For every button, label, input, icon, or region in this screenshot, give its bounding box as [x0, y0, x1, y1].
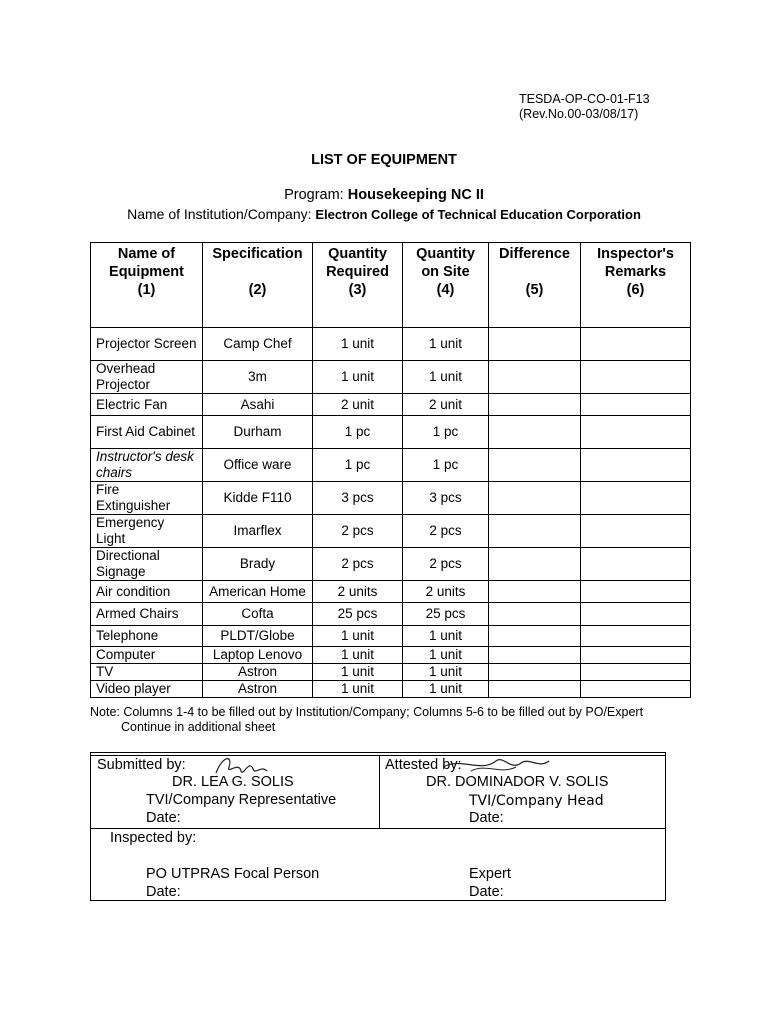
- quantity-required-cell: 1 unit: [313, 626, 403, 647]
- signature-mark-submitted: [211, 753, 271, 781]
- table-row: [91, 581, 691, 603]
- submitted-by-label: Submitted by:: [97, 757, 186, 773]
- specification-cell: Laptop Lenovo: [203, 647, 313, 664]
- program-value: Housekeeping NC II: [347, 187, 484, 203]
- specification-cell: American Home: [203, 581, 313, 603]
- specification-cell: Asahi: [203, 394, 313, 416]
- quantity-required-cell: 1 pc: [313, 449, 403, 482]
- equipment-name-cell: Armed Chairs: [91, 603, 203, 626]
- remarks-cell: [581, 647, 691, 664]
- remarks-cell: [581, 515, 691, 548]
- quantity-required-cell: 2 pcs: [313, 548, 403, 581]
- difference-cell: [489, 581, 581, 603]
- quantity-required-cell: 2 unit: [313, 394, 403, 416]
- quantity-on-site-cell: 3 pcs: [403, 482, 489, 515]
- form-code: TESDA-OP-CO-01-F13: [519, 92, 650, 106]
- remarks-cell: [581, 603, 691, 626]
- quantity-required-cell: 1 unit: [313, 647, 403, 664]
- equipment-name-cell: First Aid Cabinet: [91, 416, 203, 449]
- difference-cell: [489, 394, 581, 416]
- difference-cell: [489, 515, 581, 548]
- equipment-table: [90, 242, 691, 698]
- equipment-name-cell: Air condition: [91, 581, 203, 603]
- quantity-on-site-cell: 2 pcs: [403, 548, 489, 581]
- specification-cell: Kidde F110: [203, 482, 313, 515]
- header-name-of-equipment: Name of Equipment (1): [91, 243, 203, 328]
- quantity-required-cell: 1 unit: [313, 664, 403, 681]
- remarks-cell: [581, 581, 691, 603]
- table-row: [91, 416, 691, 449]
- quantity-required-cell: 2 units: [313, 581, 403, 603]
- specification-cell: Imarflex: [203, 515, 313, 548]
- quantity-on-site-cell: 1 pc: [403, 416, 489, 449]
- specification-cell: Durham: [203, 416, 313, 449]
- remarks-cell: [581, 482, 691, 515]
- table-row: [91, 603, 691, 626]
- table-row: [91, 328, 691, 361]
- equipment-name-cell: Fire Extinguisher: [91, 482, 203, 515]
- specification-cell: Office ware: [203, 449, 313, 482]
- equipment-name-cell: Electric Fan: [91, 394, 203, 416]
- remarks-cell: [581, 328, 691, 361]
- equipment-name-cell: Emergency Light: [91, 515, 203, 548]
- po-focal-person-label: PO UTPRAS Focal Person: [146, 866, 320, 882]
- note-line-2: Continue in additional sheet: [121, 720, 276, 734]
- equipment-name-cell: Computer: [91, 647, 203, 664]
- quantity-required-cell: 3 pcs: [313, 482, 403, 515]
- quantity-on-site-cell: 1 unit: [403, 681, 489, 698]
- table-row: [91, 515, 691, 548]
- remarks-cell: [581, 449, 691, 482]
- equipment-name-cell: TV: [91, 664, 203, 681]
- difference-cell: [489, 449, 581, 482]
- quantity-on-site-cell: 25 pcs: [403, 603, 489, 626]
- quantity-on-site-cell: 1 unit: [403, 647, 489, 664]
- po-date-label: Date:: [146, 884, 181, 900]
- attested-by-role: TVI/Company Head: [469, 793, 604, 809]
- difference-cell: [489, 328, 581, 361]
- institution-value: Electron College of Technical Education Corporation: [315, 207, 641, 222]
- table-header-row: [91, 243, 691, 328]
- difference-cell: [489, 647, 581, 664]
- header-difference: Difference (5): [489, 243, 581, 328]
- specification-cell: Brady: [203, 548, 313, 581]
- header-quantity-required: Quantity Required (3): [313, 243, 403, 328]
- quantity-on-site-cell: 1 unit: [403, 361, 489, 394]
- attested-by-label: Attested by:: [385, 757, 462, 773]
- quantity-on-site-cell: 1 unit: [403, 664, 489, 681]
- remarks-cell: [581, 361, 691, 394]
- note-line-1: Note: Columns 1-4 to be filled out by Institution/Company; Columns 5-6 to be filled out by PO/Expert: [90, 705, 644, 719]
- table-row: [91, 681, 691, 698]
- specification-cell: Astron: [203, 681, 313, 698]
- submitted-by-role: TVI/Company Representative: [146, 792, 337, 808]
- specification-cell: Cofta: [203, 603, 313, 626]
- attested-by-name: DR. DOMINADOR V. SOLIS: [426, 774, 609, 790]
- equipment-name-cell: Instructor's desk chairs: [91, 449, 203, 482]
- difference-cell: [489, 664, 581, 681]
- equipment-name-cell: Telephone: [91, 626, 203, 647]
- quantity-required-cell: 25 pcs: [313, 603, 403, 626]
- quantity-on-site-cell: 2 units: [403, 581, 489, 603]
- table-row: [91, 664, 691, 681]
- institution-line: [0, 206, 768, 222]
- quantity-on-site-cell: 2 pcs: [403, 515, 489, 548]
- difference-cell: [489, 681, 581, 698]
- remarks-cell: [581, 664, 691, 681]
- table-row: [91, 361, 691, 394]
- equipment-name-cell: Video player: [91, 681, 203, 698]
- difference-cell: [489, 603, 581, 626]
- quantity-on-site-cell: 1 pc: [403, 449, 489, 482]
- remarks-cell: [581, 394, 691, 416]
- equipment-name-cell: Overhead Projector: [91, 361, 203, 394]
- header-specification: Specification (2): [203, 243, 313, 328]
- quantity-on-site-cell: 2 unit: [403, 394, 489, 416]
- table-row: [91, 394, 691, 416]
- difference-cell: [489, 626, 581, 647]
- signature-mark-attested: [441, 753, 551, 777]
- remarks-cell: [581, 416, 691, 449]
- table-row: [91, 449, 691, 482]
- equipment-name-cell: Projector Screen: [91, 328, 203, 361]
- quantity-on-site-cell: 1 unit: [403, 328, 489, 361]
- table-row: [91, 548, 691, 581]
- expert-label: Expert: [469, 866, 511, 882]
- specification-cell: PLDT/Globe: [203, 626, 313, 647]
- institution-label: Name of Institution/Company:: [127, 206, 316, 222]
- specification-cell: Camp Chef: [203, 328, 313, 361]
- inspected-by-label: Inspected by:: [110, 830, 197, 846]
- revision-number: (Rev.No.00-03/08/17): [519, 107, 639, 121]
- difference-cell: [489, 361, 581, 394]
- table-row: [91, 626, 691, 647]
- quantity-required-cell: 1 unit: [313, 328, 403, 361]
- quantity-required-cell: 1 pc: [313, 416, 403, 449]
- submitted-by-name: DR. LEA G. SOLIS: [172, 774, 294, 790]
- attested-by-date: Date:: [469, 810, 504, 826]
- difference-cell: [489, 482, 581, 515]
- program-line: [0, 187, 768, 203]
- specification-cell: Astron: [203, 664, 313, 681]
- header-quantity-on-site: Quantity on Site (4): [403, 243, 489, 328]
- difference-cell: [489, 548, 581, 581]
- equipment-name-cell: Directional Signage: [91, 548, 203, 581]
- program-label: Program:: [284, 187, 348, 203]
- specification-cell: 3m: [203, 361, 313, 394]
- quantity-required-cell: 2 pcs: [313, 515, 403, 548]
- table-note: [90, 705, 643, 735]
- table-row: [91, 482, 691, 515]
- difference-cell: [489, 416, 581, 449]
- expert-date-label: Date:: [469, 884, 504, 900]
- table-row: [91, 647, 691, 664]
- quantity-required-cell: 1 unit: [313, 361, 403, 394]
- signature-block: [90, 752, 666, 901]
- page-title: LIST OF EQUIPMENT: [311, 152, 457, 168]
- remarks-cell: [581, 548, 691, 581]
- remarks-cell: [581, 681, 691, 698]
- quantity-required-cell: 1 unit: [313, 681, 403, 698]
- header-inspectors-remarks: Inspector's Remarks (6): [581, 243, 691, 328]
- remarks-cell: [581, 626, 691, 647]
- quantity-on-site-cell: 1 unit: [403, 626, 489, 647]
- submitted-by-date: Date:: [146, 810, 181, 826]
- document-reference: [519, 92, 650, 122]
